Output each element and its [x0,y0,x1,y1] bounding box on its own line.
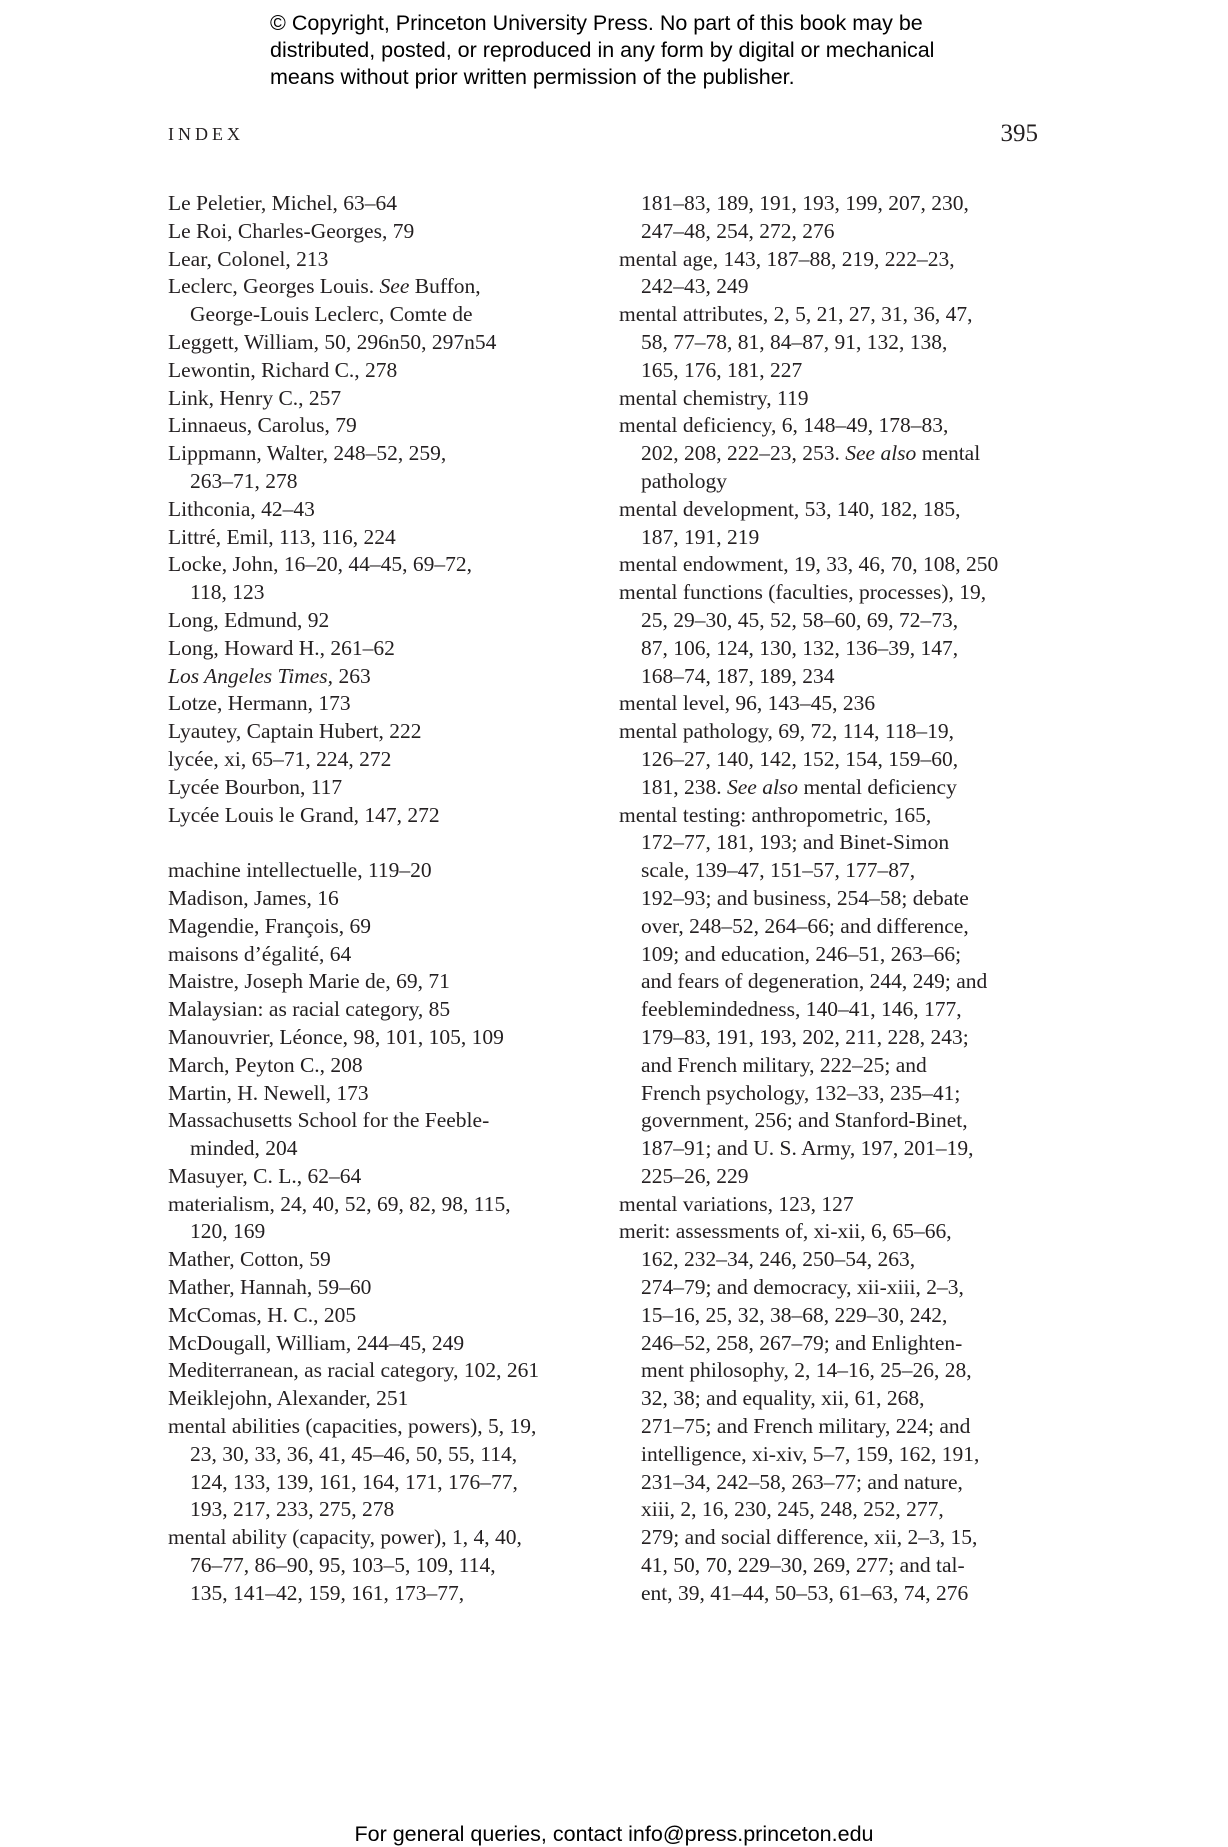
index-entry-continuation [168,301,588,329]
index-entry-continuation [168,1580,588,1608]
index-entry [168,663,588,691]
index-entry [168,718,588,746]
index-entry-continuation [619,663,1059,691]
index-entry [168,412,588,440]
index-entry [619,1191,1059,1219]
index-entry-text: lycée, xi, 65–71, 224, 272 [168,746,392,771]
index-entry-text: 202, 208, 222–23, 253. [641,441,846,466]
index-entry-text: 109; and education, 246–51, 263–66; [641,941,962,966]
index-entry-text: 120, 169 [190,1219,266,1244]
index-entry [168,1330,588,1358]
index-entry-continuation [619,190,1059,218]
index-entry-text: 15–16, 25, 32, 38–68, 229–30, 242, [641,1302,948,1327]
index-entry [619,551,1059,579]
index-entry-text: 124, 133, 139, 161, 164, 171, 176–77, [190,1469,518,1494]
copyright-line: distributed, posted, or reproduced in any form by digital or mechanical [270,38,935,62]
index-entry-italic-text: Los Angeles Times, [168,663,334,688]
index-entry-text: maisons d’égalité, 64 [168,941,352,966]
index-entry [619,718,1059,746]
index-entry-text: mental attributes, 2, 5, 21, 27, 31, 36, 47, [619,302,973,327]
index-entry-continuation [168,1441,588,1469]
index-entry-text: Link, Henry C., 257 [168,385,342,410]
index-entry-text: 263–71, 278 [190,468,298,493]
index-entry-continuation [619,1441,1059,1469]
index-entry-continuation [619,774,1059,802]
index-entry-continuation [619,1413,1059,1441]
index-entry-text: Lyautey, Captain Hubert, 222 [168,719,422,744]
index-entry [168,190,588,218]
index-entry-text: George-Louis Leclerc, Comte de [190,302,473,327]
index-entry-continuation [619,968,1059,996]
index-entry-continuation [619,1469,1059,1497]
index-entry-text: ent, 39, 41–44, 50–53, 61–63, 74, 276 [641,1580,969,1605]
index-entry [619,690,1059,718]
index-entry-text: 179–83, 191, 193, 202, 211, 228, 243; [641,1024,969,1049]
index-entry-continuation [619,885,1059,913]
index-entry-continuation [619,1302,1059,1330]
index-entry-text: Littré, Emil, 113, 116, 224 [168,524,396,549]
index-entry [168,357,588,385]
index-entry-text: 76–77, 86–90, 95, 103–5, 109, 114, [190,1553,496,1578]
index-entry [619,246,1059,274]
index-entry-text: 41, 50, 70, 229–30, 269, 277; and tal- [641,1553,965,1578]
index-entry-continuation [619,1385,1059,1413]
index-entry-text: French psychology, 132–33, 235–41; [641,1080,961,1105]
index-entry-text: intelligence, xi-xiv, 5–7, 159, 162, 191, [641,1441,980,1466]
index-entry-text: 162, 232–34, 246, 250–54, 263, [641,1247,916,1272]
index-entry-text: mental variations, 123, 127 [619,1191,854,1216]
index-entry-continuation [168,1552,588,1580]
index-entry-text: merit: assessments of, xi-xii, 6, 65–66, [619,1219,952,1244]
index-entry [168,1107,588,1135]
index-entry-text: Lewontin, Richard C., 278 [168,357,398,382]
index-entry-continuation [619,1135,1059,1163]
index-entry-text: 32, 38; and equality, xii, 61, 268, [641,1386,925,1411]
index-entry [168,273,588,301]
index-entry-text: mental endowment, 19, 33, 46, 70, 108, 250 [619,552,999,577]
index-entry-text: mental abilities (capacities, powers), 5, 19, [168,1414,537,1439]
index-entry-text: Le Roi, Charles-Georges, 79 [168,218,415,243]
index-entry-text: machine intellectuelle, 119–20 [168,858,432,883]
index-entry-text: 274–79; and democracy, xii-xiii, 2–3, [641,1275,964,1300]
index-entry-text: scale, 139–47, 151–57, 177–87, [641,858,916,883]
index-entry-text: 192–93; and business, 254–58; debate [641,885,969,910]
index-entry-text: 242–43, 249 [641,274,749,299]
index-entry-continuation [619,1274,1059,1302]
index-entry-text: Long, Howard H., 261–62 [168,635,395,660]
index-entry [168,1524,588,1552]
index-entry-text: Mather, Hannah, 59–60 [168,1275,372,1300]
index-entry [168,1274,588,1302]
index-entry-continuation [619,1580,1059,1608]
index-entry [168,1385,588,1413]
index-entry-text: Lear, Colonel, 213 [168,246,329,271]
index-entry-text: 193, 217, 233, 275, 278 [190,1497,395,1522]
index-entry-text: 165, 176, 181, 227 [641,357,803,382]
index-entry-text: Mather, Cotton, 59 [168,1247,331,1272]
index-entry-text: xiii, 2, 16, 230, 245, 248, 252, 277, [641,1497,944,1522]
index-entry [619,802,1059,830]
index-entry-continuation [619,1052,1059,1080]
index-entry-text: minded, 204 [190,1136,298,1161]
index-entry-text: 271–75; and French military, 224; and [641,1414,971,1439]
index-entry [168,496,588,524]
index-entry [168,1024,588,1052]
index-entry-text: pathology [641,468,727,493]
index-entry-text: 87, 106, 124, 130, 132, 136–39, 147, [641,635,959,660]
index-entry-continuation [619,1107,1059,1135]
index-entry-text: Maistre, Joseph Marie de, 69, 71 [168,969,450,994]
index-entry-continuation [168,579,588,607]
index-entry-continuation [619,329,1059,357]
index-entry-text: 181, 238. [641,774,727,799]
index-entry-text: Leggett, William, 50, 296n50, 297n54 [168,329,497,354]
index-column-left [168,190,588,1608]
index-entry [168,746,588,774]
index-entry-text: 187–91; and U. S. Army, 197, 201–19, [641,1136,974,1161]
index-entry-continuation [619,1080,1059,1108]
index-entry-text: 58, 77–78, 81, 84–87, 91, 132, 138, [641,329,948,354]
index-entry-text: Masuyer, C. L., 62–64 [168,1163,362,1188]
index-entry [168,1357,588,1385]
index-entry [168,1080,588,1108]
index-entry-text: mental development, 53, 140, 182, 185, [619,496,961,521]
index-entry [168,802,588,830]
index-entry-text: Martin, H. Newell, 173 [168,1080,369,1105]
index-entry [168,385,588,413]
index-entry-text: Madison, James, 16 [168,885,339,910]
index-entry-text: 135, 141–42, 159, 161, 173–77, [190,1580,465,1605]
index-entry-text: Linnaeus, Carolus, 79 [168,413,357,438]
index-entry-text: mental deficiency, 6, 148–49, 178–83, [619,413,949,438]
index-entry-continuation [619,829,1059,857]
index-entry [168,1246,588,1274]
index-entry-text: over, 248–52, 264–66; and difference, [641,913,969,938]
index-entry [168,968,588,996]
index-entry-continuation [619,1524,1059,1552]
index-entry-text: 225–26, 229 [641,1163,749,1188]
index-entry-continuation [619,273,1059,301]
index-entry-continuation [619,746,1059,774]
index-entry-text: Lippmann, Walter, 248–52, 259, [168,441,447,466]
running-head: INDEX [168,124,244,144]
index-entry-continuation [619,857,1059,885]
index-entry [619,496,1059,524]
index-entry [168,440,588,468]
index-entry-text: Malaysian: as racial category, 85 [168,997,451,1022]
index-entry [619,1218,1059,1246]
index-entry-text: Lithconia, 42–43 [168,496,315,521]
index-entry-text: 25, 29–30, 45, 52, 58–60, 69, 72–73, [641,607,959,632]
index-entry-continuation [619,1024,1059,1052]
index-entry-text: Massachusetts School for the Feeble- [168,1108,490,1133]
index-entry-continuation [619,996,1059,1024]
index-entry-continuation [619,1357,1059,1385]
index-entry-text: and French military, 222–25; and [641,1052,927,1077]
index-entry-text: Mediterranean, as racial category, 102, 261 [168,1358,540,1383]
index-entry-italic-text: See [379,274,410,299]
index-entry [168,607,588,635]
index-entry-text: 181–83, 189, 191, 193, 199, 207, 230, [641,191,969,215]
index-entry-text: mental deficiency [798,774,957,799]
index-entry-continuation [619,357,1059,385]
footer-contact: For general queries, contact info@press.princeton.edu [354,1822,874,1846]
index-entry-text: Lotze, Hermann, 173 [168,691,351,716]
index-entry-text: Meiklejohn, Alexander, 251 [168,1386,409,1411]
index-entry-continuation [619,607,1059,635]
index-entry-text: and fears of degeneration, 244, 249; and [641,969,988,994]
index-entry-italic-text: See also [845,441,917,466]
index-entry-text: 126–27, 140, 142, 152, 154, 159–60, [641,746,959,771]
index-entry-text: mental testing: anthropometric, 165, [619,802,932,827]
index-entry-text: mental ability (capacity, power), 1, 4, 40, [168,1525,522,1550]
index-entry-text: 263 [333,663,371,688]
index-entry [168,1052,588,1080]
index-entry-text: mental level, 96, 143–45, 236 [619,691,876,716]
copyright-notice [270,10,1030,91]
index-entry-text: 247–48, 254, 272, 276 [641,218,835,243]
index-entry [168,1413,588,1441]
index-entry-text: mental functions (faculties, processes), 19, [619,580,987,605]
index-entry-continuation [619,440,1059,468]
index-entry [619,385,1059,413]
index-entry-continuation [619,524,1059,552]
copyright-line: © Copyright, Princeton University Press. No part of this book may be [270,11,923,35]
index-entry-text: Lycée Louis le Grand, 147, 272 [168,802,440,827]
index-entry-text: Lycée Bourbon, 117 [168,774,343,799]
index-entry [168,218,588,246]
index-entry [168,551,588,579]
index-entry-continuation [619,218,1059,246]
index-entry-text: Leclerc, Georges Louis. [168,274,380,299]
index-entry [168,246,588,274]
index-entry-continuation [168,1496,588,1524]
index-entry [168,635,588,663]
index-entry-italic-text: See also [727,774,799,799]
index-entry-text: Magendie, François, 69 [168,913,372,938]
index-entry-text: Long, Edmund, 92 [168,607,330,632]
index-entry [168,1191,588,1219]
index-entry [168,774,588,802]
index-entry-continuation [168,1469,588,1497]
index-entry [168,1302,588,1330]
index-entry-text: 172–77, 181, 193; and Binet-Simon [641,830,950,855]
index-entry-text: March, Peyton C., 208 [168,1052,363,1077]
index-entry-text: 231–34, 242–58, 263–77; and nature, [641,1469,963,1494]
index-entry-text: 279; and social difference, xii, 2–3, 15, [641,1525,978,1550]
copyright-line: means without prior written permission of the publisher. [270,65,795,89]
index-entry-continuation [619,1330,1059,1358]
letter-group-gap [168,829,588,857]
index-entry [168,329,588,357]
index-entry-text: 168–74, 187, 189, 234 [641,663,835,688]
index-entry [168,996,588,1024]
index-entry-continuation [619,1552,1059,1580]
index-entry-continuation [619,913,1059,941]
index-entry-text: Le Peletier, Michel, 63–64 [168,191,398,215]
index-entry [168,690,588,718]
index-entry-text: Locke, John, 16–20, 44–45, 69–72, [168,552,472,577]
index-entry [619,301,1059,329]
index-entry-text: mental pathology, 69, 72, 114, 118–19, [619,719,955,744]
index-entry-text: McDougall, William, 244–45, 249 [168,1330,465,1355]
index-entry [168,913,588,941]
index-entry-continuation [168,468,588,496]
page-number: 395 [1000,120,1038,147]
index-entry-text: 23, 30, 33, 36, 41, 45–46, 50, 55, 114, [190,1441,518,1466]
index-entry-text: Buffon, [409,274,481,299]
index-entry [168,885,588,913]
index-entry [168,941,588,969]
index-entry-text: 118, 123 [190,580,265,605]
index-entry [168,524,588,552]
index-entry-text: mental age, 143, 187–88, 219, 222–23, [619,246,955,271]
index-entry [619,579,1059,607]
index-entry-text: 187, 191, 219 [641,524,760,549]
index-entry [168,1163,588,1191]
index-entry-continuation [619,635,1059,663]
index-entry-continuation [619,468,1059,496]
index-entry-continuation [168,1218,588,1246]
index-entry-text: materialism, 24, 40, 52, 69, 82, 98, 115, [168,1191,511,1216]
index-entry-text: government, 256; and Stanford-Binet, [641,1108,968,1133]
index-entry [619,412,1059,440]
index-entry-text: 246–52, 258, 267–79; and Enlighten- [641,1330,963,1355]
index-entry-text: feeblemindedness, 140–41, 146, 177, [641,997,962,1022]
index-entry-text: mental [916,441,981,466]
index-column-right [619,190,1059,1608]
index-entry-continuation [619,1496,1059,1524]
index-entry-continuation [168,1135,588,1163]
index-entry-text: McComas, H. C., 205 [168,1302,357,1327]
index-entry-continuation [619,1246,1059,1274]
index-entry-continuation [619,941,1059,969]
index-entry [168,857,588,885]
index-entry-text: ment philosophy, 2, 14–16, 25–26, 28, [641,1358,972,1383]
index-entry-text: Manouvrier, Léonce, 98, 101, 105, 109 [168,1024,504,1049]
index-entry-continuation [619,1163,1059,1191]
index-entry-text: mental chemistry, 119 [619,385,809,410]
